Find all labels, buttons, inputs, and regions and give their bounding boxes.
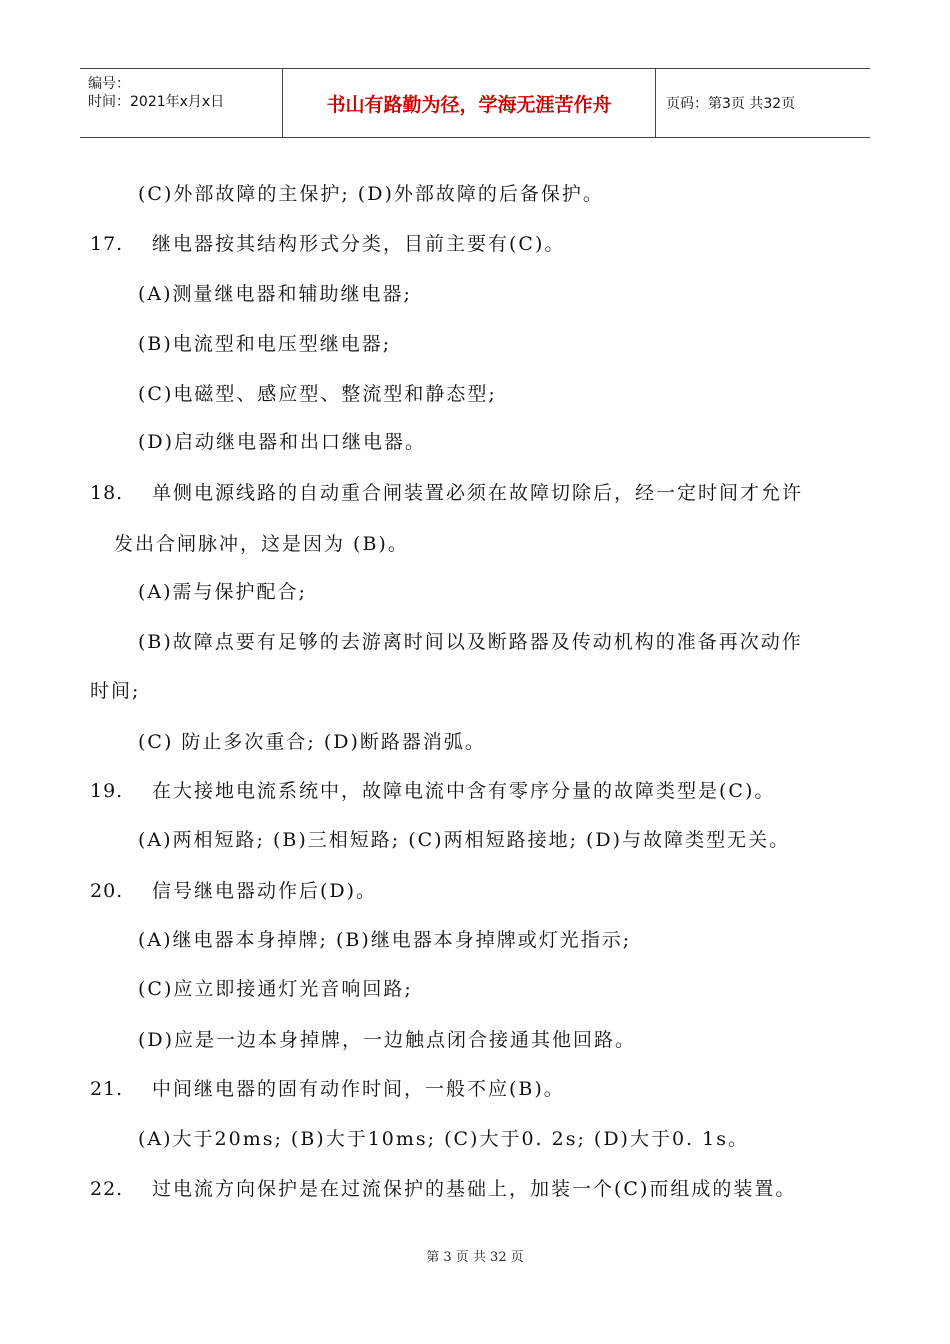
question-number: 20. bbox=[90, 880, 124, 902]
question-number: 19. bbox=[90, 780, 124, 802]
question-20: 20. 信号继电器动作后(D)。 bbox=[90, 880, 378, 902]
question-19: 19. 在大接地电流系统中，故障电流中含有零序分量的故障类型是(C)。 bbox=[90, 780, 776, 802]
text-line: (C)外部故障的主保护; (D)外部故障的后备保护。 bbox=[138, 183, 604, 205]
question-number: 21. bbox=[90, 1078, 124, 1100]
option-line: (A)两相短路; (B)三相短路; (C)两相短路接地; (D)与故障类型无关。 bbox=[138, 829, 791, 851]
header-motto: 书山有路勤为径，学海无涯苦作舟 bbox=[282, 69, 656, 137]
question-number: 22. bbox=[90, 1178, 124, 1200]
question-number: 17. bbox=[90, 233, 124, 255]
option-line: (B)故障点要有足够的去游离时间以及断路器及传动机构的准备再次动作 bbox=[138, 631, 803, 653]
option-line: (C) 防止多次重合; (D)断路器消弧。 bbox=[138, 731, 486, 753]
page-header bbox=[80, 68, 870, 138]
option-line: (A)继电器本身掉牌; (B)继电器本身掉牌或灯光指示; bbox=[138, 929, 632, 951]
page-footer: 第 3 页 共 32 页 bbox=[426, 1250, 524, 1265]
question-22: 22. 过电流方向保护是在过流保护的基础上，加装一个(C)而组成的装置。 bbox=[90, 1178, 797, 1200]
option-line: (A)需与保护配合; bbox=[138, 581, 307, 603]
text-line: 发出合闸脉冲，这是因为 (B)。 bbox=[114, 533, 409, 555]
option-line: (B)电流型和电压型继电器; bbox=[138, 333, 392, 355]
time-label: 时间：2021年x月x日 bbox=[88, 94, 225, 110]
header-page-info: 页码：第3页 共32页 bbox=[666, 96, 796, 112]
option-line: (C)电磁型、感应型、整流型和静态型; bbox=[138, 383, 497, 405]
serial-label: 编号： bbox=[88, 76, 130, 92]
option-line: (A)大于20ms; (B)大于10ms; (C)大于0. 2s; (D)大于0. 1s。 bbox=[138, 1128, 749, 1150]
option-line: (D)应是一边本身掉牌，一边触点闭合接通其他回路。 bbox=[138, 1029, 637, 1051]
option-line: (C)应立即接通灯光音响回路; bbox=[138, 978, 413, 1000]
question-17: 17. 继电器按其结构形式分类，目前主要有(C)。 bbox=[90, 233, 566, 255]
option-line: (D)启动继电器和出口继电器。 bbox=[138, 431, 427, 453]
header-meta bbox=[80, 69, 282, 137]
question-18: 18. 单侧电源线路的自动重合闸装置必须在故障切除后，经一定时间才允许 bbox=[90, 482, 804, 504]
question-21: 21. 中间继电器的固有动作时间，一般不应(B)。 bbox=[90, 1078, 565, 1100]
option-line: (A)测量继电器和辅助继电器; bbox=[138, 283, 412, 305]
question-number: 18. bbox=[90, 482, 124, 504]
text-line: 时间; bbox=[90, 680, 141, 702]
